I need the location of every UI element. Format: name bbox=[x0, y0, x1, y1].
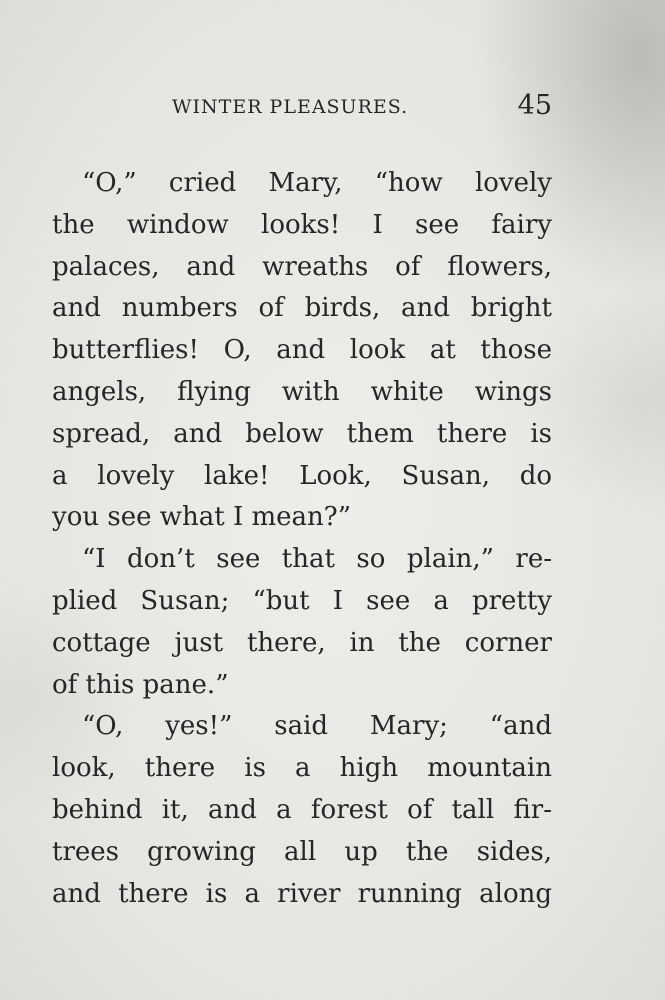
text-line: a lovely lake! Look, Susan, do bbox=[52, 460, 552, 491]
text-line: “I don’t see that so plain,” re- bbox=[82, 544, 552, 575]
text-line: spread, and below them there is bbox=[52, 418, 552, 449]
text-line: palaces, and wreaths of flowers, bbox=[52, 251, 552, 282]
page-number: 45 bbox=[517, 90, 552, 121]
running-head: WINTER PLEASURES. bbox=[172, 96, 409, 118]
text-line: the window looks! I see fairy bbox=[52, 209, 552, 240]
text-line: of this pane.” bbox=[52, 669, 229, 700]
text-line: look, there is a high mountain bbox=[52, 753, 552, 784]
text-line: cottage just there, in the corner bbox=[52, 627, 552, 658]
text-line: “O, yes!” said Mary; “and bbox=[82, 711, 552, 742]
text-line: you see what I mean?” bbox=[52, 502, 351, 533]
text-line: “O,” cried Mary, “how lovely bbox=[82, 168, 552, 198]
body-text bbox=[52, 163, 552, 915]
text-line: plied Susan; “but I see a pretty bbox=[52, 585, 552, 616]
text-line: butterflies! O, and look at those bbox=[52, 335, 552, 366]
page-header bbox=[52, 92, 552, 124]
text-line: and there is a river running along bbox=[52, 878, 552, 909]
text-line: and numbers of birds, and bright bbox=[52, 293, 552, 324]
text-line: angels, flying with white wings bbox=[52, 376, 552, 407]
text-line: trees growing all up the sides, bbox=[52, 836, 552, 867]
text-line: behind it, and a forest of tall fir- bbox=[52, 794, 552, 825]
